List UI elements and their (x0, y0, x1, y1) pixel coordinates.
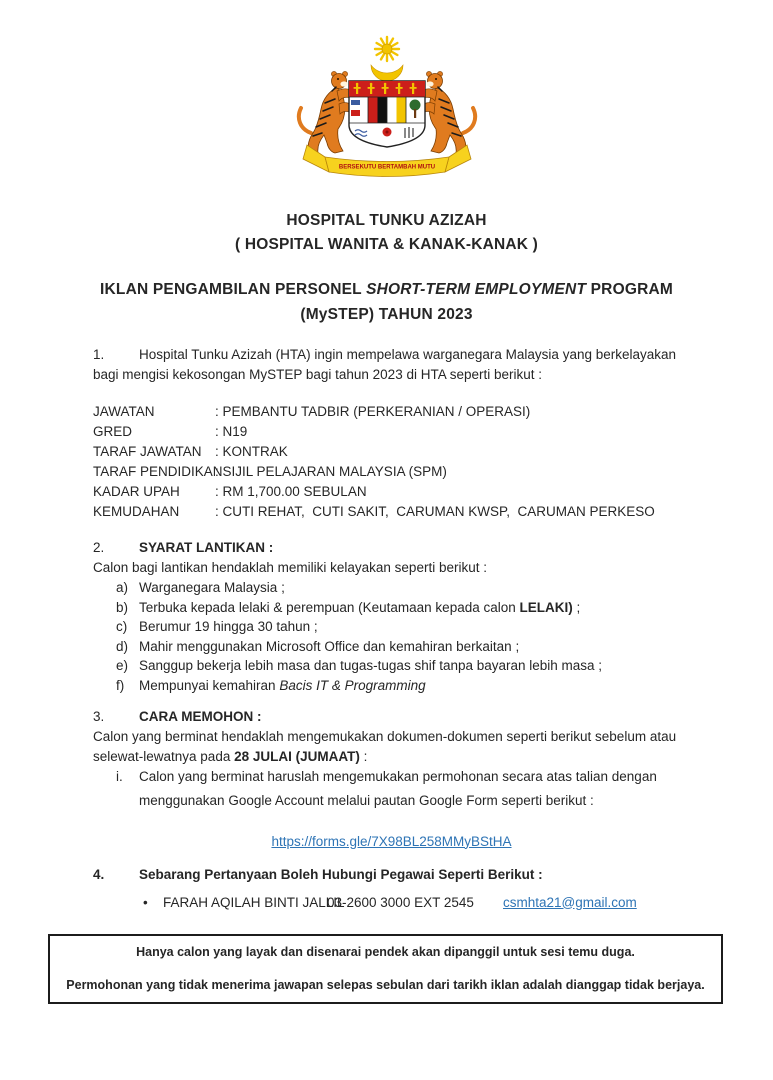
item-marker: a) (116, 580, 129, 595)
section3-para-line1: Calon yang berminat hendaklah mengemukakan dokumen-dokumen seperti berikut sebelum atau (93, 729, 677, 744)
advert-title-line1 (0, 277, 773, 302)
requirements-list (93, 578, 690, 695)
item-marker: b) (116, 599, 129, 615)
requirement-item (93, 656, 690, 676)
detail-label: GRED (93, 424, 133, 439)
detail-value: : KONTRAK (215, 444, 288, 459)
tiger-left-supporter (298, 71, 353, 153)
requirement-item (93, 578, 690, 598)
item-text: Berumur 19 hingga 30 tahun ; (139, 619, 318, 634)
section3-title: CARA MEMOHON : (139, 709, 262, 724)
section3-para-line2: selewat-lewatnya pada 28 JULAI (JUMAAT) : (93, 749, 368, 764)
intro-line1-row (93, 345, 690, 365)
requirement-item (93, 598, 690, 618)
contact-name: FARAH AQILAH BINTI JALLIL (163, 894, 345, 910)
hospital-name: HOSPITAL TUNKU AZIZAH (286, 212, 487, 229)
section2-number: 2. (93, 540, 105, 555)
detail-value: : RM 1,700.00 SEBULAN (215, 484, 367, 499)
detail-label: KADAR UPAH (93, 484, 180, 499)
shield (349, 81, 425, 147)
section2-heading (93, 538, 690, 558)
requirement-item (93, 676, 690, 696)
section4-title: Sebarang Pertanyaan Boleh Hubungi Pegawai Seperti Berikut : (139, 866, 543, 882)
section4-number: 4. (93, 866, 105, 882)
item-text: Mahir menggunakan Microsoft Office dan kemahiran berkaitan ; (139, 638, 520, 654)
bullet-icon: • (143, 894, 148, 910)
intro-number: 1. (93, 347, 105, 362)
contact-row (93, 893, 690, 913)
advert-title-line2: (MySTEP) TAHUN 2023 (300, 306, 473, 323)
apply-step-line1: Calon yang berminat haruslah mengemukakan permohonan secara atas talian dengan (139, 769, 657, 784)
detail-label: TARAF JAWATAN (93, 444, 202, 459)
job-detail-row (93, 422, 690, 442)
hospital-subname: ( HOSPITAL WANITA & KANAK-KANAK ) (234, 236, 539, 253)
job-detail-row (93, 482, 690, 502)
advert-title-pre: IKLAN PENGAMBILAN PERSONEL (100, 281, 367, 298)
notice-line1: Hanya calon yang layak dan disenarai pendek akan dipanggil untuk sesi temu duga. (136, 944, 635, 959)
deadline-date: 28 JULAI (JUMAAT) (234, 749, 360, 764)
item-marker: e) (116, 658, 129, 673)
item-marker: d) (116, 638, 129, 654)
item-marker: i. (116, 769, 123, 784)
federal-star-icon (375, 37, 399, 61)
section3-heading (93, 707, 690, 727)
job-detail-row (93, 402, 690, 422)
intro-paragraph (93, 345, 690, 385)
apply-step-line2: menggunakan Google Account melalui pautan Google Form seperti berikut : (139, 792, 594, 808)
advert-title-post: PROGRAM (586, 281, 673, 298)
job-detail-row (93, 442, 690, 462)
document-body (93, 345, 690, 913)
google-form-link[interactable]: https://forms.gle/7X98BL258MMyBStHA (271, 833, 512, 849)
detail-label: JAWATAN (93, 404, 155, 419)
requirement-item (93, 617, 690, 637)
motto-text: BERSEKUTU BERTAMBAH MUTU (338, 164, 435, 171)
notice-line2: Permohonan yang tidak menerima jawapan selepas sebulan dari tarikh iklan adalah dianggap tidak berjaya. (66, 977, 705, 992)
item-text: Mempunyai kemahiran Bacis IT & Programming (139, 677, 426, 693)
item-text: Sanggup bekerja lebih masa dan tugas-tugas shif tanpa bayaran lebih masa ; (139, 658, 603, 673)
malaysia-coat-of-arms-logo (284, 33, 490, 183)
hospital-title-block (0, 209, 773, 257)
notice-box (48, 934, 723, 1004)
crescent-icon (371, 65, 403, 81)
job-detail-row (93, 462, 690, 482)
apply-step-item (93, 767, 690, 787)
item-marker: f) (116, 677, 125, 693)
contact-phone: 03-2600 3000 EXT 2545 (327, 894, 474, 910)
section4-heading (93, 865, 690, 885)
tiger-right-supporter (420, 71, 475, 153)
contact-email-link[interactable]: csmhta21@gmail.com (503, 894, 637, 910)
motto-ribbon (303, 145, 471, 177)
detail-value: : N19 (215, 424, 248, 439)
job-details-table (93, 402, 690, 522)
intro-line2: bagi mengisi kekosongan MySTEP bagi tahun 2023 di HTA seperti berikut : (93, 367, 543, 382)
item-text: Warganegara Malaysia ; (139, 580, 285, 595)
advert-title-italic: SHORT-TERM EMPLOYMENT (366, 281, 587, 298)
section2-intro: Calon bagi lantikan hendaklah memiliki kelayakan seperti berikut : (93, 560, 487, 575)
item-marker: c) (116, 619, 128, 634)
job-detail-row (93, 502, 690, 522)
detail-value: : PEMBANTU TADBIR (PERKERANIAN / OPERASI) (215, 404, 531, 419)
form-link-row (93, 832, 690, 852)
detail-label: TARAF PENDIDIKAN (93, 464, 223, 479)
section2-title: SYARAT LANTIKAN : (139, 540, 274, 555)
detail-value: : SIJIL PELAJARAN MALAYSIA (SPM) (215, 464, 447, 479)
section3-number: 3. (93, 709, 105, 724)
advert-title-block (0, 277, 773, 327)
item-text: Terbuka kepada lelaki & perempuan (Keutamaan kepada calon LELAKI) ; (139, 599, 581, 615)
intro-line1: Hospital Tunku Azizah (HTA) ingin mempelawa warganegara Malaysia yang berkelayakan (139, 347, 677, 362)
detail-value: : CUTI REHAT, CUTI SAKIT, CARUMAN KWSP, CARUMAN PERKESO (215, 504, 655, 519)
detail-label: KEMUDAHAN (93, 504, 180, 519)
requirement-item (93, 637, 690, 657)
